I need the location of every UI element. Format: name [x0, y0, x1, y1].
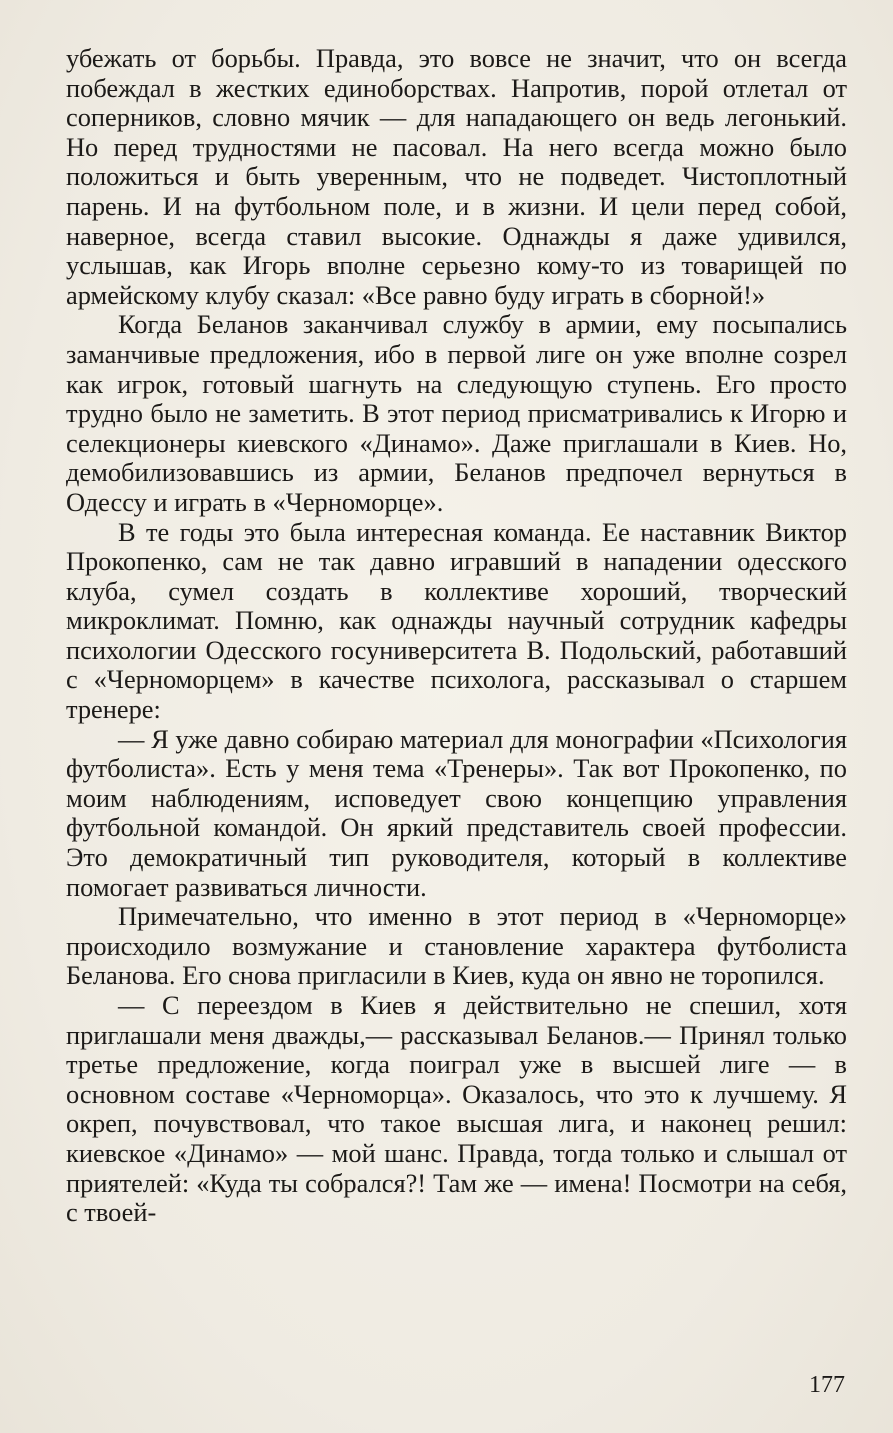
paragraph-4: — Я уже давно собираю материал для монографии «Психология футболиста». Есть у меня тема «Тренеры». Так вот Прокопенко, по моим наблюдениям, исповедует свою концепцию управления футбольной командой. Он яркий представитель своей профессии. Это демократичный тип руководителя, который в коллективе помогает развиваться личности. [66, 723, 847, 902]
body-text [66, 44, 847, 1228]
page-number: 177 [809, 1372, 845, 1398]
paragraph-1: убежать от борьбы. Правда, это вовсе не значит, что он всегда побеждал в жестких единоборствах. Напротив, порой отлетал от соперников, словно мячик — для нападающего он ведь легонький. Но перед трудностями не пасовал. На него всегда можно было положиться и быть уверенным, что не подведет. Чистоплотный парень. И на футбольном поле, и в жизни. И цели перед собой, наверное, всегда ставил высокие. Однажды я даже удивился, услышав, как Игорь вполне серьезно кому-то из товарищей по армейскому клубу сказал: «Все равно буду играть в сборной!» [66, 43, 847, 310]
paragraph-2: Когда Беланов заканчивал службу в армии, ему посыпались заманчивые предложения, ибо в первой лиге он уже вполне созрел как игрок, готовый шагнуть на следующую ступень. Его просто трудно было не заметить. В этот период присматривались к Игорю и селекционеры киевского «Динамо». Даже приглашали в Киев. Но, демобилизовавшись из армии, Беланов предпочел вернуться в Одессу и играть в «Черноморце». [66, 309, 847, 517]
paragraph-3: В те годы это была интересная команда. Ее наставник Виктор Прокопенко, сам не так давно игравший в нападении одесского клуба, сумел создать в коллективе хороший, творческий микроклимат. Помню, как однажды научный сотрудник кафедры психологии Одесского госуниверситета В. Подольский, работавший с «Черноморцем» в качестве психолога, рассказывал о старшем тренере: [66, 516, 847, 725]
paragraph-5: Примечательно, что именно в этот период в «Черноморце» происходило возмужание и становление характера футболиста Беланова. Его снова пригласили в Киев, куда он явно не торопился. [66, 901, 847, 991]
paragraph-6: — С переездом в Киев я действительно не спешил, хотя приглашали меня дважды,— рассказывал Беланов.— Принял только третье предложение, когда поиграл уже в высшей лиге — в основном составе «Черноморца». Оказалось, что это к лучшему. Я окреп, почувствовал, что такое высшая лига, и наконец решил: киевское «Динамо» — мой шанс. Правда, тогда только и слышал от приятелей: «Куда ты собрался?! Там же — имена! Посмотри на себя, с твоей- [66, 990, 847, 1228]
